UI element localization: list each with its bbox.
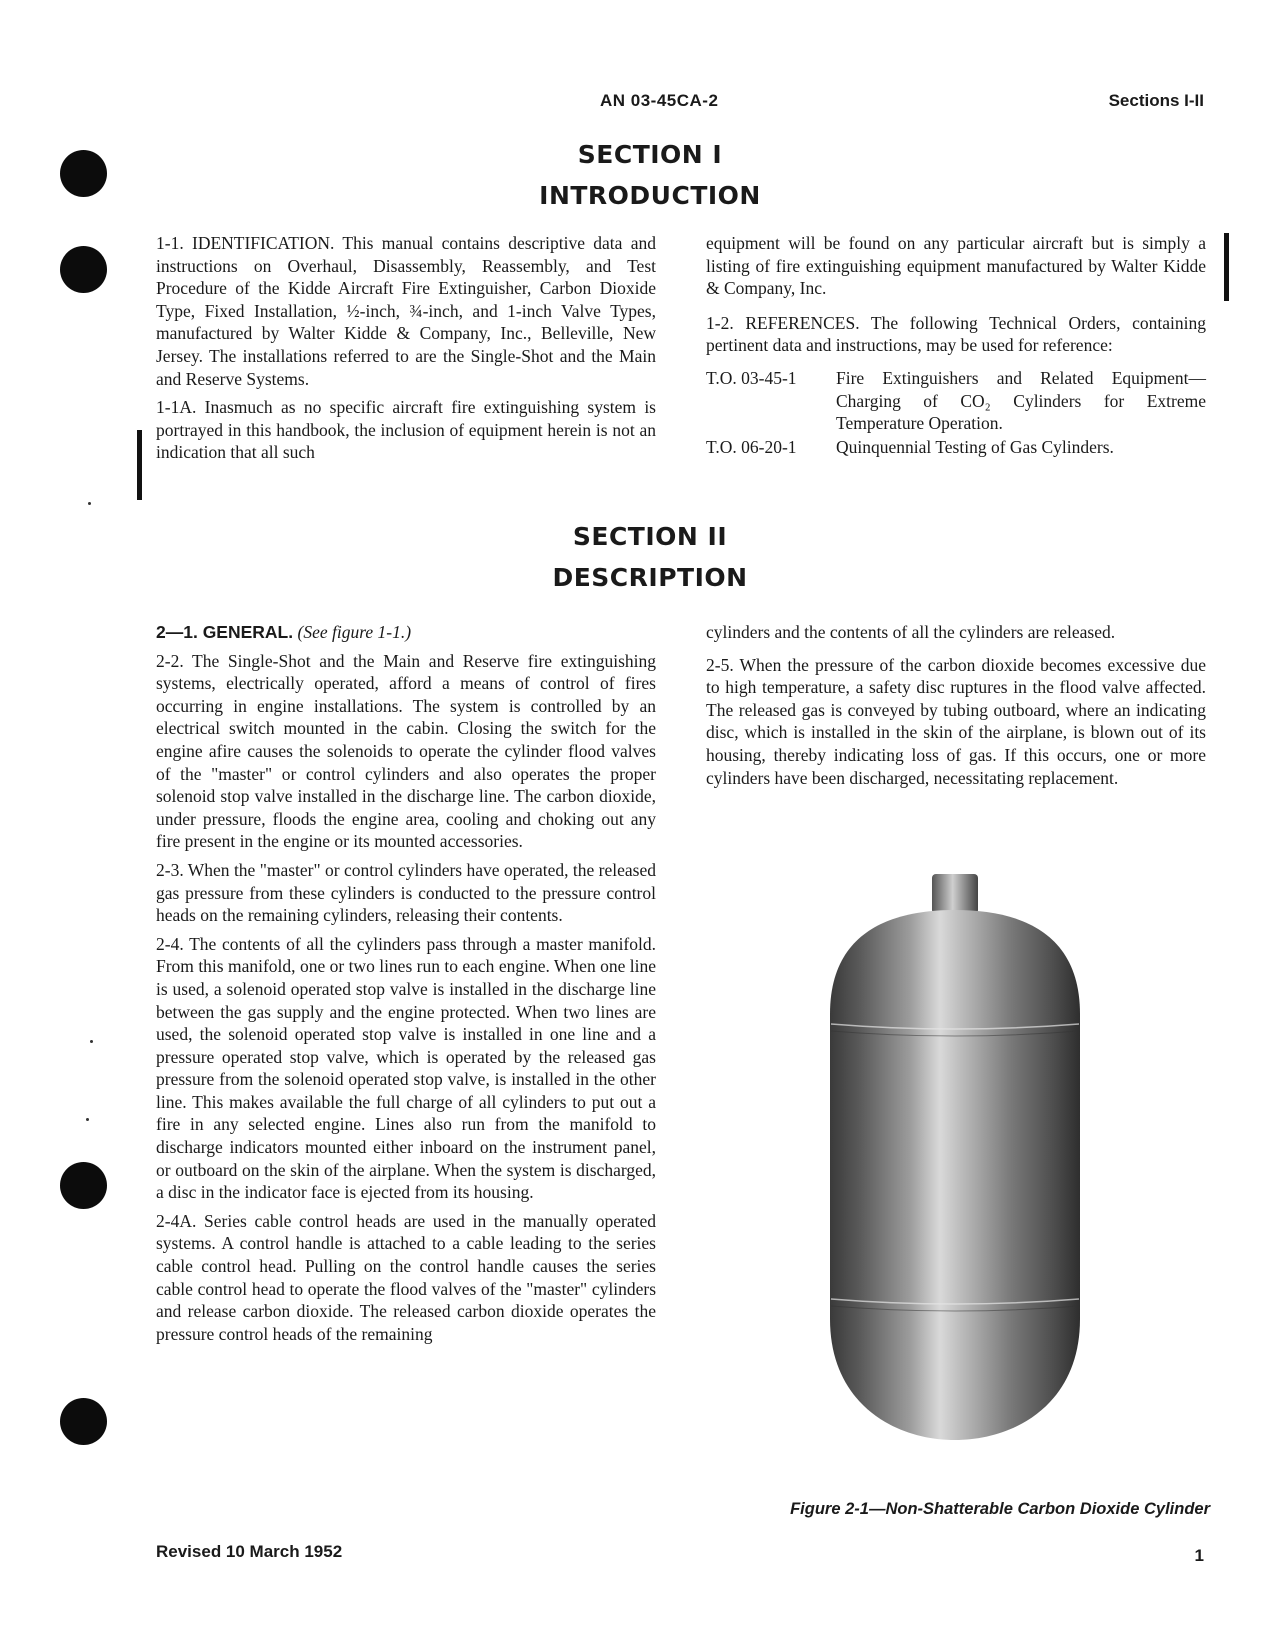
scan-speck [90, 1040, 93, 1043]
paragraph-1-1: 1-1. IDENTIFICATION. This manual contains descriptive data and instructions on Overhaul, Disassembly, Reassembly, and Test Procedure of the Kidde Aircraft Fire Extinguisher, Carbon Dioxide Type, Fixed Installation, ½-inch, ¾-inch, and 1-inch Valve Types, manufactured by Walter Kidde & Company, Inc., Belleville, New Jersey. The installations referred to are the Single-Shot and the Main and Reserve Systems. [156, 233, 656, 389]
reference-title: Quinquennial Testing of Gas Cylinders. [836, 436, 1114, 457]
page-number: 1 [1194, 1546, 1204, 1565]
paragraph-2-1-heading: 2—1. GENERAL. [156, 622, 294, 642]
reference-row [706, 436, 1206, 460]
paragraph-2-4a-continued: cylinders and the contents of all the cylinders are released. [706, 622, 1116, 642]
reference-number: T.O. 03-45-1 [706, 367, 797, 388]
paragraph-2-1 [156, 621, 656, 644]
section-1-left-column [156, 232, 656, 470]
revision-date: Revised 10 March 1952 [156, 1542, 343, 1561]
paragraph-2-4a: 2-4A. Series cable control heads are used in the manually operated systems. A control handle is attached to a cable leading to the series cable control head. Pulling on the control handle causes the series cable control head to operate the flood valves of the "master" cylinders and release carbon dioxide. The released carbon dioxide operates the pressure control heads of the remaining [156, 1210, 656, 1344]
section-2-number: SECTION II [572, 522, 728, 551]
scan-speck [88, 502, 91, 505]
scan-speck [86, 1118, 89, 1121]
co2-cylinder-figure [810, 874, 1100, 1444]
reference-number: T.O. 06-20-1 [706, 436, 797, 457]
references-table [706, 367, 1206, 459]
paragraph-1-1a-continued: equipment will be found on any particular aircraft but is simply a listing of fire extinguishing equipment manufactured by Walter Kidde & Company, Inc. [706, 233, 1206, 299]
paragraph-2-2: 2-2. The Single-Shot and the Main and Reserve fire extinguishing systems, electrically operated, afford a means of control of fires occurring in engine installations. The system is controlled by an electrical switch mounted in the cabin. Closing the switch for the engine afire causes the solenoids to operate the cylinder flood valves of the "master" or control cylinders and also operates the proper solenoid stop valve installed in the discharge line. The carbon dioxide, under pressure, floods the engine area, cooling and choking out any fire present in the engine or its mounted accessories. [156, 650, 656, 852]
section-2-title: DESCRIPTION [552, 563, 748, 592]
cylinder-neck [932, 874, 978, 914]
paragraph-2-4: 2-4. The contents of all the cylinders pass through a master manifold. From this manifold, one or two lines run to each engine. When one line is used, a solenoid operated stop valve is installed in the discharge line between the gas supply and the engine protected. When two lines are used, the solenoid operated stop valve is installed in one line and a pressure operated stop valve, which is operated by the released gas pressure from the solenoid operated stop valve, is installed in the other line. This makes available the full charge of all cylinders to put out a fire in any selected engine. Lines also run from the manifold to discharge indicators mounted either inboard on the instrument panel, or outboard on the skin of the airplane. When the system is discharged, a disc in the indicator face is ejected from its housing. [156, 933, 656, 1203]
paragraph-2-5: 2-5. When the pressure of the carbon dioxide becomes excessive due to high temperature, a safety disc ruptures in the flood valve affected. The released gas is conveyed by tubing outboard, where an indicating disc, which is installed in the skin of the airplane, is blown out of its housing, thereby indicating loss of gas. If this occurs, one or more cylinders have been discharged, necessitating replacement. [706, 654, 1206, 788]
punch-hole [60, 1398, 107, 1445]
figure-reference: (See figure 1-1.) [297, 622, 412, 642]
co2-cylinder-illustration [810, 874, 1100, 1444]
section-1-title: INTRODUCTION [539, 181, 761, 210]
paragraph-1-1a: 1-1A. Inasmuch as no specific aircraft fire extinguishing system is portrayed in this handbook, the inclusion of equipment herein is not an indication that all such [156, 397, 656, 463]
document-number: AN 03-45CA-2 [600, 91, 719, 110]
section-range: Sections I-II [1108, 91, 1204, 110]
figure-caption: Figure 2-1—Non-Shatterable Carbon Dioxide Cylinder [790, 1500, 1210, 1518]
change-bar [1224, 233, 1229, 301]
change-bar [137, 430, 142, 500]
section-1-number: SECTION I [577, 140, 723, 169]
reference-row [706, 367, 1206, 436]
paragraph-2-3: 2-3. When the "master" or control cylinders have operated, the released gas pressure from these cylinders is conducted to the pressure control heads on the remaining cylinders, releasing their contents. [156, 859, 656, 926]
paragraph-1-2: 1-2. REFERENCES. The following Technical Orders, containing pertinent data and instructions, may be used for reference: [706, 312, 1206, 356]
section-2-right-column [706, 621, 1206, 795]
punch-hole [60, 246, 107, 293]
reference-title: Fire Extinguishers and Related Equipment—Charging of CO₂ Cylinders for Extreme Temperature Operation. [836, 367, 1206, 434]
section-2-left-column [156, 621, 656, 1351]
section-1-right-column [706, 232, 1206, 459]
cylinder-body [830, 910, 1080, 1440]
punch-hole [60, 1162, 107, 1209]
